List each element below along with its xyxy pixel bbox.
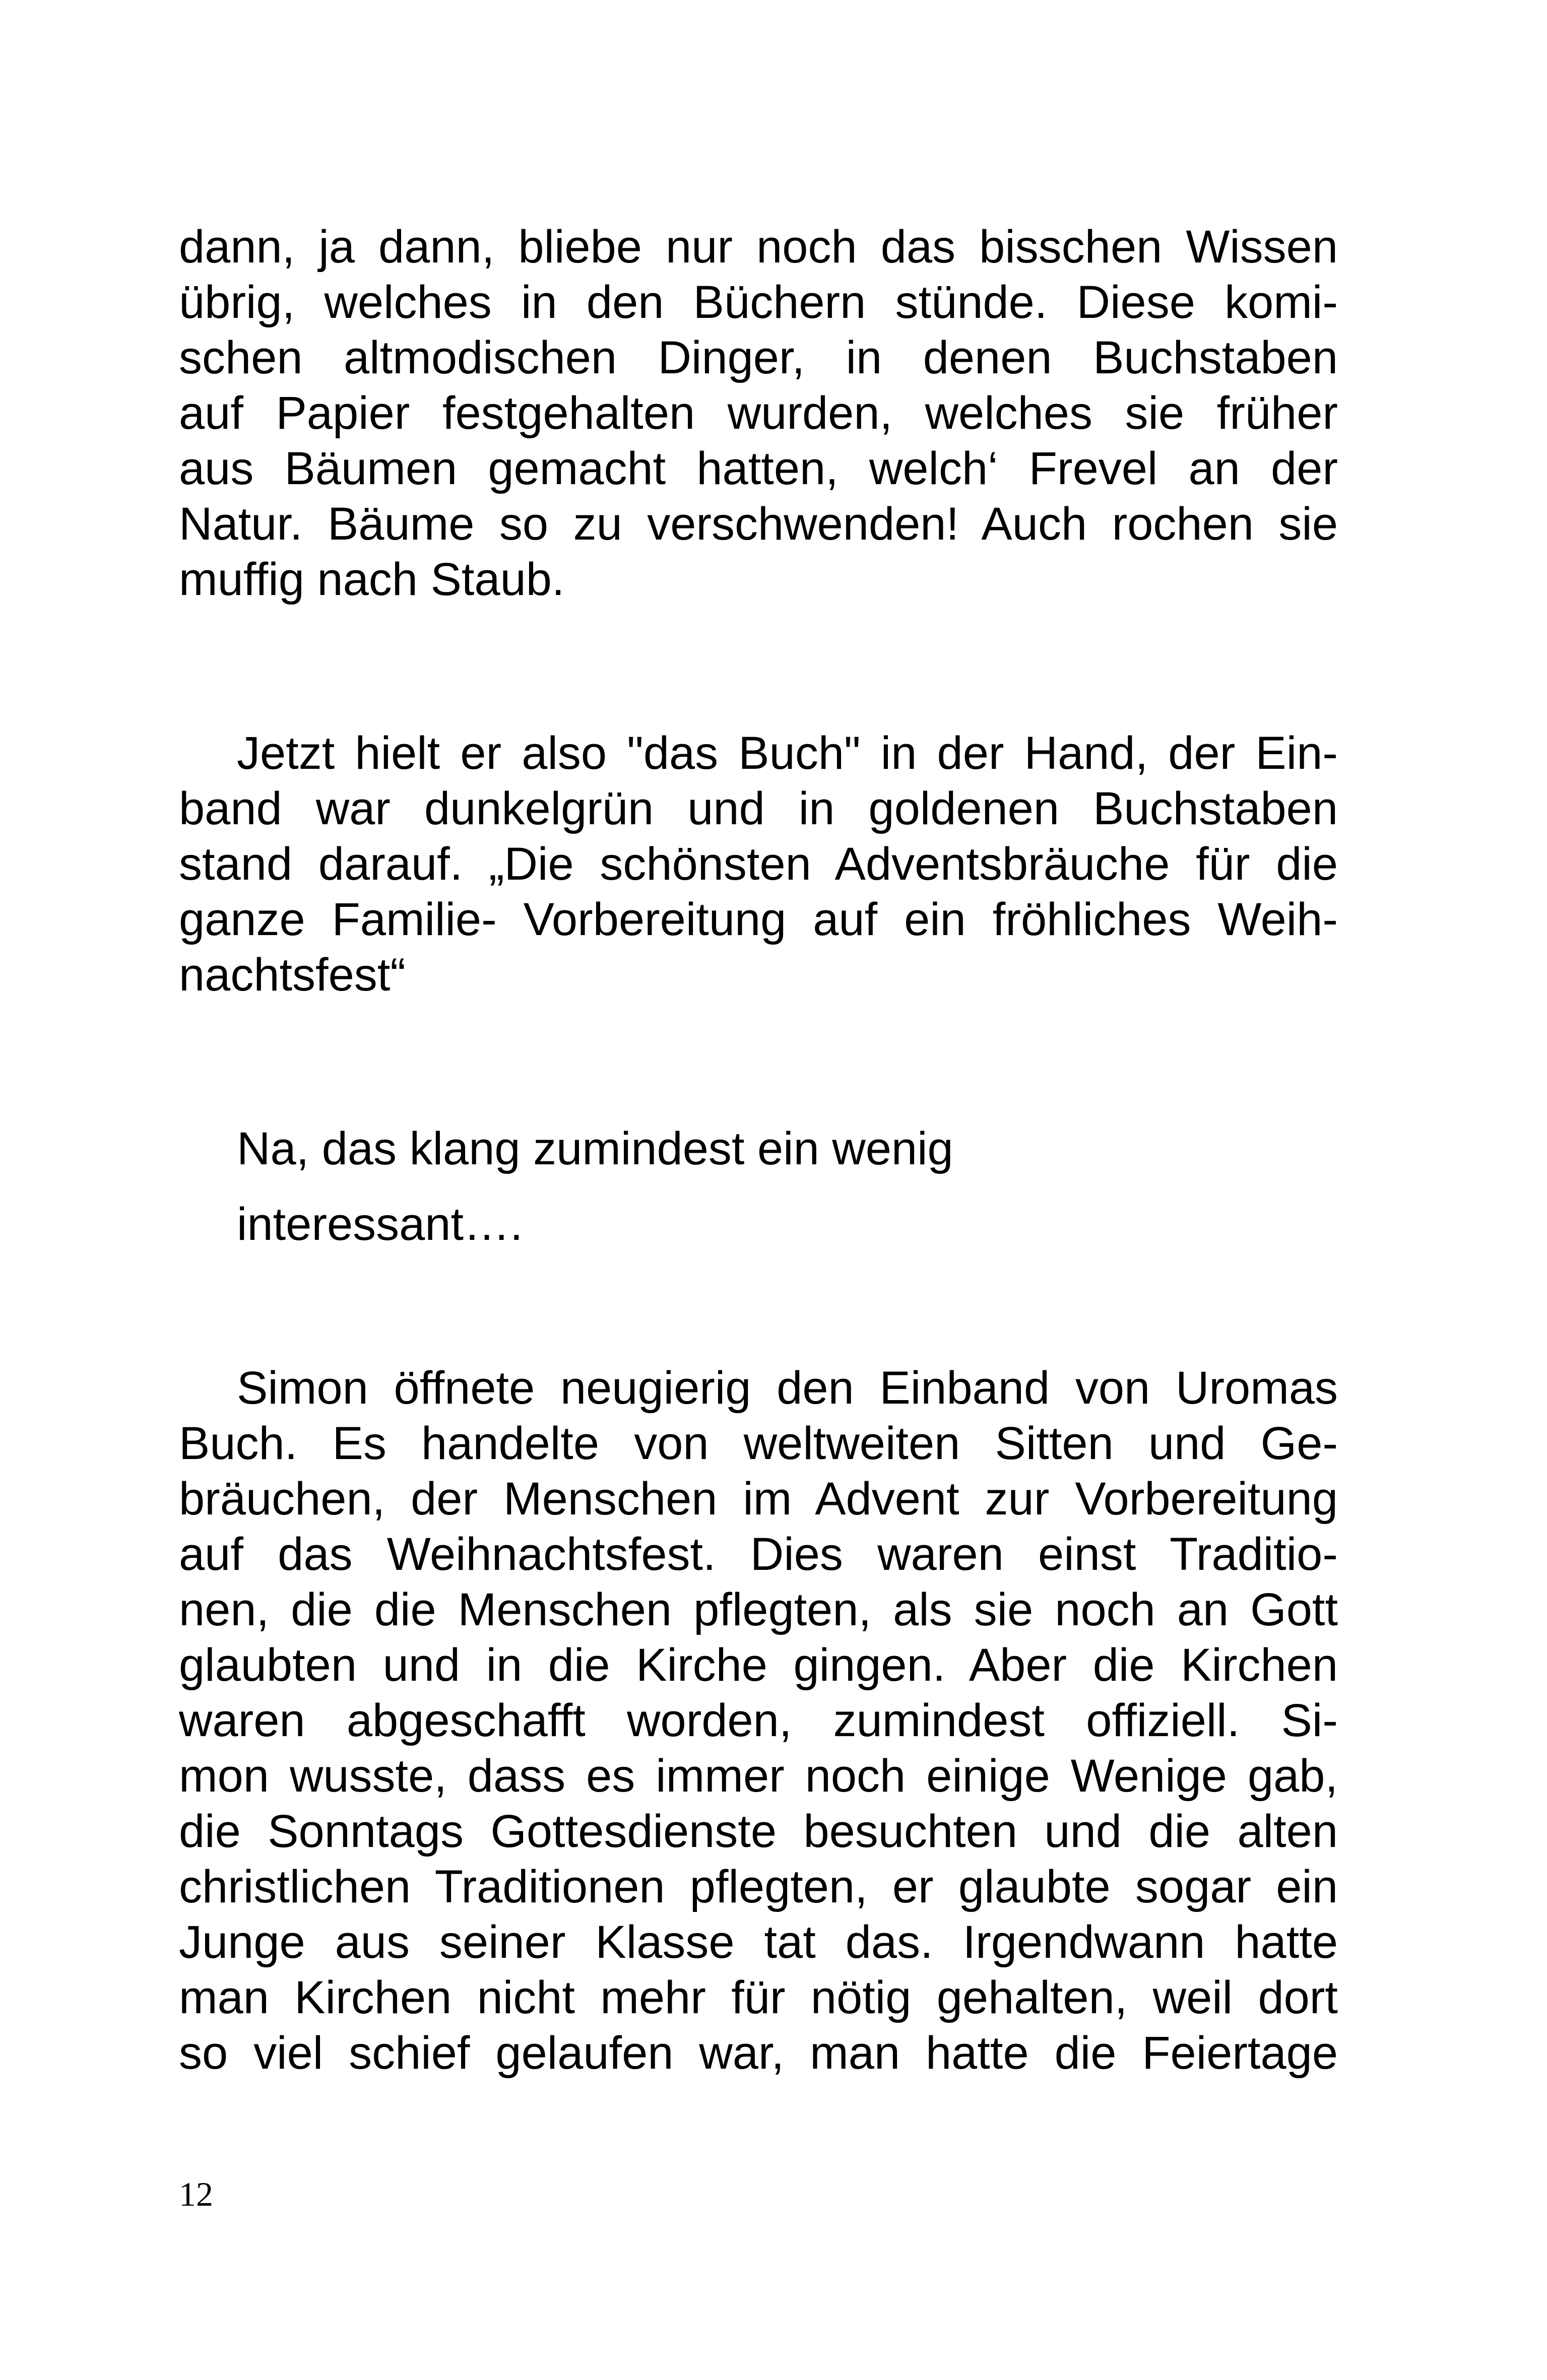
text-line: man Kirchen nicht mehr für nötig gehalten, weil dort (179, 1972, 1338, 2023)
text-line: übrig, welches in den Büchern stünde. Diese komi- (179, 277, 1338, 328)
text-line: Buch. Es handelte von weltweiten Sitten und Ge- (179, 1418, 1338, 1469)
text-line: schen altmodischen Dinger, in denen Buchstaben (179, 332, 1338, 383)
text-line: Simon öffnete neugierig den Einband von Uromas (237, 1362, 1338, 1414)
text-line: Jetzt hielt er also "das Buch" in der Hand, der Ein- (237, 728, 1338, 779)
text-line: mon wusste, dass es immer noch einige Wenige gab, (179, 1750, 1338, 1802)
text-line: stand darauf. „Die schönsten Adventsbräuche für die (179, 838, 1338, 890)
text-line: Natur. Bäume so zu verschwenden! Auch rochen sie (179, 498, 1338, 550)
text-line: bräuchen, der Menschen im Advent zur Vorbereitung (179, 1473, 1338, 1525)
text-line: auf das Weihnachtsfest. Dies waren einst Traditio- (179, 1529, 1338, 1580)
text-line: so viel schief gelaufen war, man hatte die Feiertage (179, 2027, 1338, 2079)
text-line: band war dunkelgrün und in goldenen Buchstaben (179, 783, 1338, 834)
text-line: dann, ja dann, bliebe nur noch das bisschen Wissen (179, 221, 1338, 273)
text-line: aus Bäumen gemacht hatten, welch‘ Frevel an der (179, 443, 1338, 494)
text-line: interessant…. (237, 1199, 523, 1250)
text-line: muffig nach Staub. (179, 554, 565, 605)
text-line: auf Papier festgehalten wurden, welches sie früher (179, 387, 1338, 439)
text-line: glaubten und in die Kirche gingen. Aber die Kirchen (179, 1639, 1338, 1691)
text-line: waren abgeschafft worden, zumindest offiziell. Si- (179, 1695, 1338, 1746)
text-line: nachtsfest“ (179, 949, 406, 1001)
text-line: nen, die die Menschen pflegten, als sie noch an Gott (179, 1584, 1338, 1635)
page-number: 12 (179, 2175, 213, 2213)
text-line: Junge aus seiner Klasse tat das. Irgendwann hatte (179, 1916, 1338, 1968)
text-line: Na, das klang zumindest ein wenig (237, 1123, 953, 1174)
text-line: christlichen Traditionen pflegten, er glaubte sogar ein (179, 1861, 1338, 1912)
text-line: die Sonntags Gottesdienste besuchten und die alten (179, 1806, 1338, 1857)
text-line: ganze Familie- Vorbereitung auf ein fröhliches Weih- (179, 894, 1338, 945)
